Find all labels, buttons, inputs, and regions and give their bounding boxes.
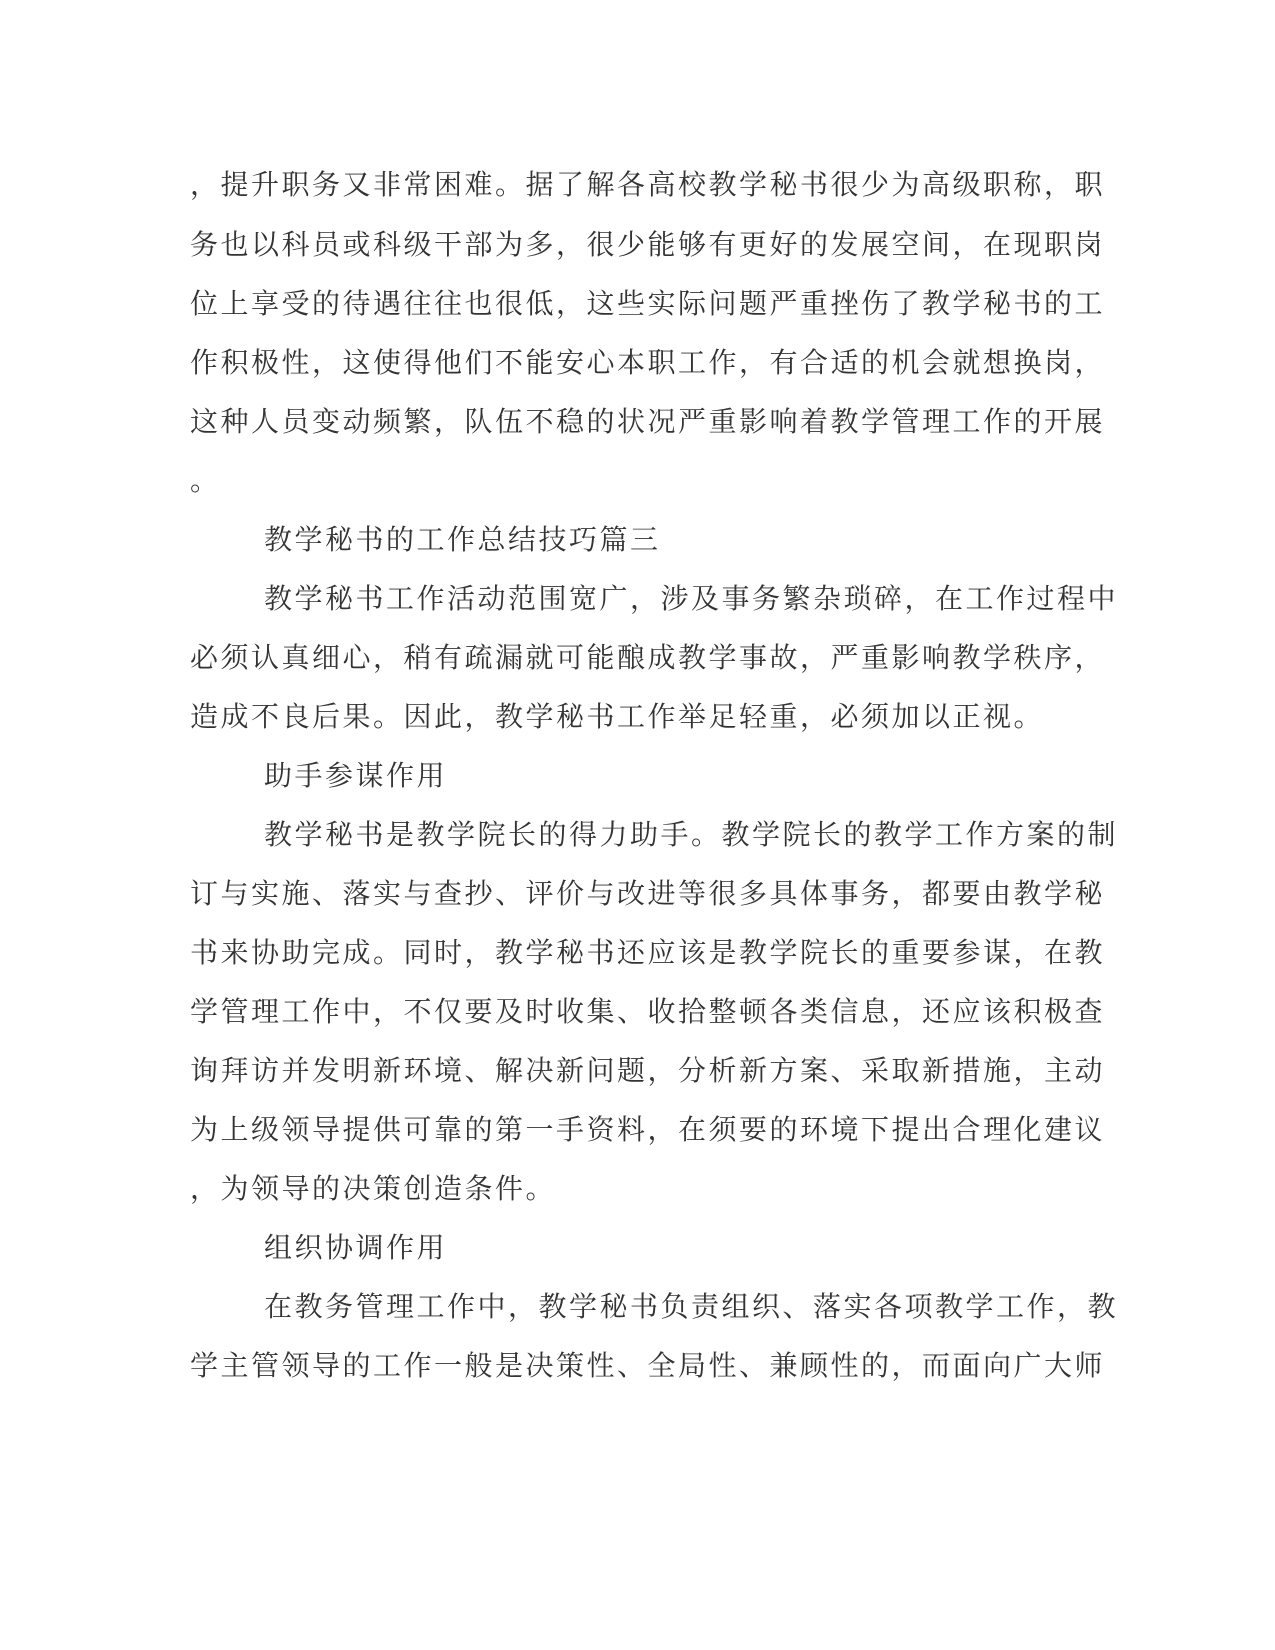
text-line: 学管理工作中，不仅要及时收集、收拾整顿各类信息，还应该积极查 bbox=[190, 995, 1106, 1028]
text-line: ，提升职务又非常困难。据了解各高校教学秘书很少为高级职称，职 bbox=[190, 168, 1106, 201]
text-line: 教学秘书是教学院长的得力助手。教学院长的教学工作方案的制 bbox=[264, 818, 1119, 851]
text-line: 。 bbox=[190, 464, 221, 497]
subheading: 组织协调作用 bbox=[264, 1231, 448, 1264]
text-line: 为上级领导提供可靠的第一手资料，在须要的环境下提出合理化建议 bbox=[190, 1113, 1106, 1146]
text-line: ，为领导的决策创造条件。 bbox=[190, 1172, 557, 1205]
text-line: 在教务管理工作中，教学秘书负责组织、落实各项教学工作，教 bbox=[264, 1290, 1119, 1323]
text-line: 书来协助完成。同时，教学秘书还应该是教学院长的重要参谋，在教 bbox=[190, 936, 1106, 969]
text-line: 必须认真细心，稍有疏漏就可能酿成教学事故，严重影响教学秩序， bbox=[190, 641, 1106, 674]
subheading: 助手参谋作用 bbox=[264, 759, 448, 792]
section-heading: 教学秘书的工作总结技巧篇三 bbox=[264, 523, 661, 556]
text-line: 这种人员变动频繁，队伍不稳的状况严重影响着教学管理工作的开展 bbox=[190, 405, 1106, 438]
text-line: 学主管领导的工作一般是决策性、全局性、兼顾性的，而面向广大师 bbox=[190, 1349, 1106, 1382]
text-line: 造成不良后果。因此，教学秘书工作举足轻重，必须加以正视。 bbox=[190, 700, 1045, 733]
text-line: 位上享受的待遇往往也很低，这些实际问题严重挫伤了教学秘书的工 bbox=[190, 287, 1106, 320]
text-line: 询拜访并发明新环境、解决新问题，分析新方案、采取新措施，主动 bbox=[190, 1054, 1106, 1087]
text-line: 作积极性，这使得他们不能安心本职工作，有合适的机会就想换岗， bbox=[190, 346, 1106, 379]
text-line: 务也以科员或科级干部为多，很少能够有更好的发展空间，在现职岗 bbox=[190, 228, 1106, 261]
text-line: 订与实施、落实与查抄、评价与改进等很多具体事务，都要由教学秘 bbox=[190, 877, 1106, 910]
text-line: 教学秘书工作活动范围宽广，涉及事务繁杂琐碎，在工作过程中 bbox=[264, 582, 1119, 615]
